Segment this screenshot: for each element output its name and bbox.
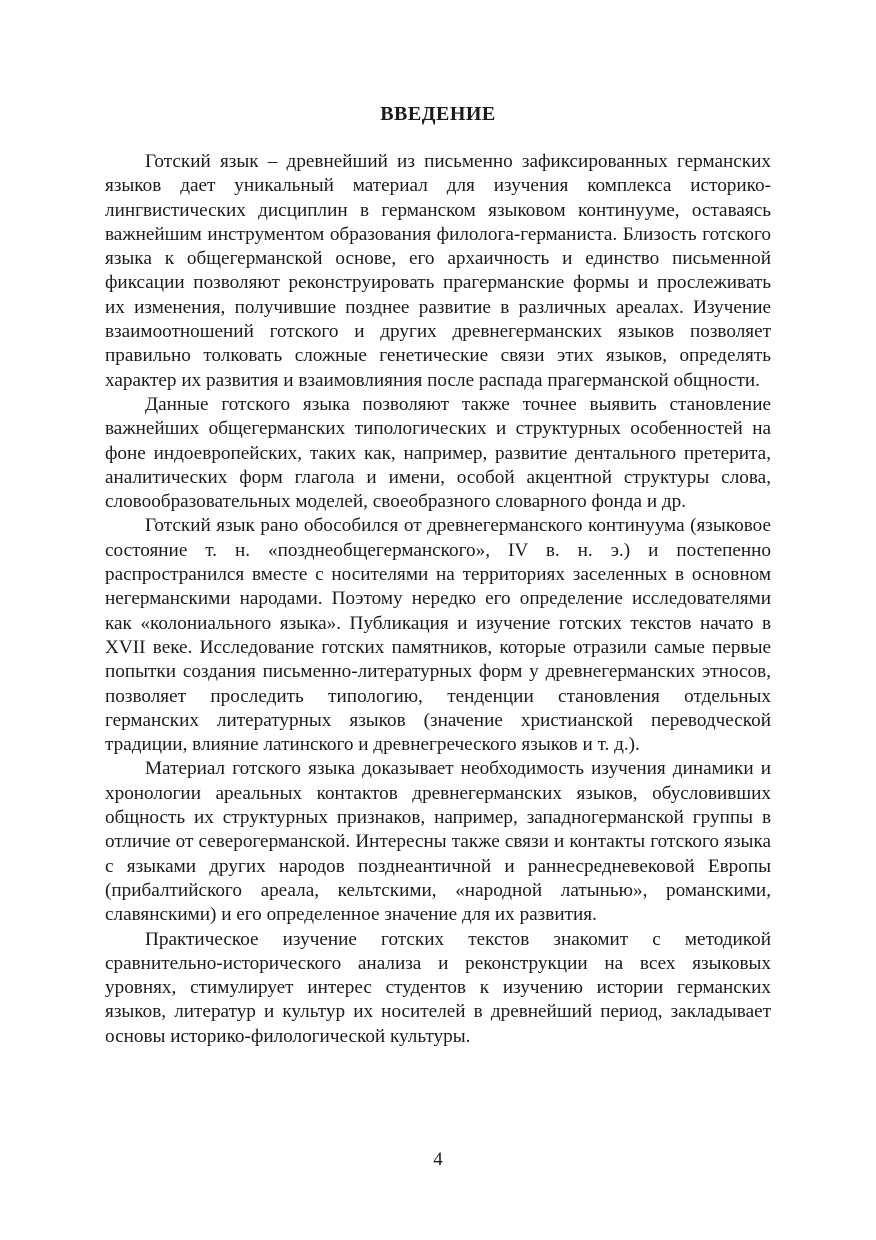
page-number: 4 [433,1149,443,1170]
page-body [105,100,771,1049]
paragraph-3: Готский язык рано обособился от древнегерманского континуума (языковое состояние т. н. «позднеобщегерманского», IV в. н. э.) и постепенно распространился вместе с носителями на территориях заселенных в основном негерманскими народами. Поэтому нередко его определение исследователями как «колониального языка». Публикация и изучение готских текстов начато в XVII веке. Исследование готских памятников, которые отразили самые первые попытки создания письменно-литературных форм у древнегерманских этносов, позволяет проследить типологию, тенденции становления отдельных германских литературных языков (значение христианской переводческой традиции, влияние латинского и древнегреческого языков и т. д.). [105,515,771,756]
paragraph-2: Данные готского языка позволяют также точнее выявить становление важнейших общегерманских типологических и структурных особенностей на фоне индоевропейских, таких как, например, развитие дентального претерита, аналитических форм глагола и имени, особой акцентной структуры слова, словообразовательных моделей, своеобразного словарного фонда и др. [105,393,771,513]
page-title: ВВЕДЕНИЕ [380,103,496,125]
paragraph-5: Практическое изучение готских текстов знакомит с методикой сравнительно-исторического анализа и реконструкции на всех языковых уровнях, стимулирует интерес студентов к изучению истории германских языков, литератур и культур их носителей в древнейший период, закладывает основы историко-филологической культуры. [105,928,771,1047]
paragraph-1: Готский язык – древнейший из письменно зафиксированных германских языков дает уникальный материал для изучения комплекса историко-лингвистических дисциплин в германском языковом континууме, оставаясь важнейшим инструментом образования филолога-германиста. Близость готского языка к общегерманской основе, его архаичность и единство письменной фиксации позволяют реконструировать прагерманские формы и прослеживать их изменения, получившие позднее развитие в различных ареалах. Изучение взаимоотношений готского и других древнегерманских языков позволяет правильно толковать сложные генетические связи этих языков, определять характер их развития и взаимовлияния после распада прагерманской общности. [105,151,771,391]
paragraph-4: Материал готского языка доказывает необходимость изучения динамики и хронологии ареальных контактов древнегерманских языков, обусловивших общность их структурных признаков, например, западногерманской группы в отличие от северогерманской. Интересны также связи и контакты готского языка с языками других народов позднеантичной и раннесредневековой Европы (прибалтийского ареала, кельтскими, «народной латынью», романскими, славянскими) и его определенное значение для их развития. [105,758,771,926]
